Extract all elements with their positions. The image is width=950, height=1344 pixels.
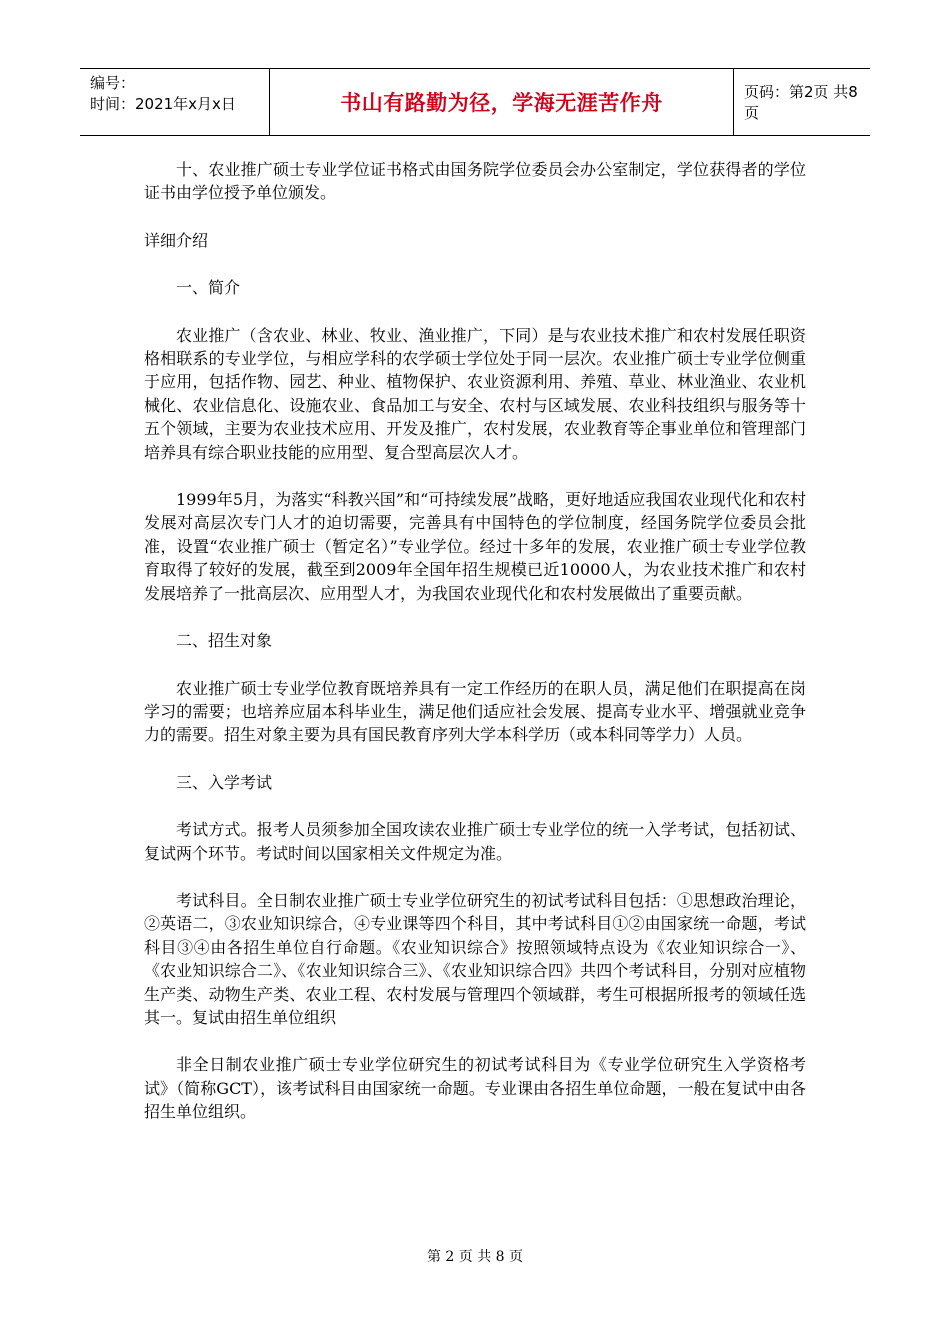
section-heading-admission: 二、招生对象 bbox=[176, 631, 273, 651]
page-footer: 第 2 页 共 8 页 bbox=[426, 1249, 524, 1265]
paragraph-part-time-exam: 非全日制农业推广硕士专业学位研究生的初试考试科目为《专业学位研究生入学资格考试》（简称GCT），该考试科目由国家统一命题。专业课由各招生单位命题，一般在复试中由各招生单位组织。 bbox=[144, 1055, 806, 1122]
section-heading-exam: 三、入学考试 bbox=[176, 772, 273, 792]
section-heading-intro: 一、简介 bbox=[176, 278, 241, 298]
paragraph-certificate: 十、农业推广硕士专业学位证书格式由国务院学位委员会办公室制定，学位获得者的学位证书由学位授予单位颁发。 bbox=[144, 160, 806, 203]
paragraph-exam-method: 考试方式。报考人员须参加全国攻读农业推广硕士专业学位的统一入学考试，包括初试、复试两个环节。考试时间以国家相关文件规定为准。 bbox=[144, 820, 806, 863]
document-number: 编号： bbox=[90, 74, 136, 92]
header-page-number: 页码：第2页 共8页 bbox=[744, 83, 858, 122]
paragraph-intro: 农业推广（含农业、林业、牧业、渔业推广，下同）是与农业技术推广和农村发展任职资格相联系的专业学位，与相应学科的农学硕士学位处于同一层次。农业推广硕士专业学位侧重于应用，包括作物、园艺、种业、植物保护、农业资源利用、养殖、草业、林业渔业、农业机械化、农业信息化、设施农业、食品加工与安全、农村与区域发展、农业科技组织与服务等十五个领域，主要为农业技术应用、开发及推广，农村发展，农业教育等企事业单位和管理部门培养具有综合职业技能的应用型、复合型高层次人才。 bbox=[144, 325, 806, 462]
page-header bbox=[80, 68, 870, 136]
section-title-detail: 详细介绍 bbox=[144, 230, 209, 250]
header-meta bbox=[80, 69, 270, 135]
header-motto: 书山有路勤为径，学海无涯苦作舟 bbox=[270, 69, 734, 135]
paragraph-exam-subjects: 考试科目。全日制农业推广硕士专业学位研究生的初试考试科目包括：①思想政治理论，②英语二，③农业知识综合，④专业课等四个科目，其中考试科目①②由国家统一命题，考试科目③④由各招生单位自行命题。《农业知识综合》按照领域特点设为《农业知识综合一》、《农业知识综合二》、《农业知识综合三》、《农业知识综合四》共四个考试科目，分别对应植物生产类、动物生产类、农业工程、农村发展与管理四个领域群，考生可根据所报考的领域任选其一。复试由招生单位组织 bbox=[144, 890, 806, 1027]
paragraph-history: 1999年5月，为落实“科教兴国”和“可持续发展”战略，更好地适应我国农业现代化和农村发展对高层次专门人才的迫切需要，完善具有中国特色的学位制度，经国务院学位委员会批准，设置“农业推广硕士（暂定名）”专业学位。经过十多年的发展，农业推广硕士专业学位教育取得了较好的发展，截至到2009年全国年招生规模已近10000人，为农业技术推广和农村发展培养了一批高层次、应用型人才，为我国农业现代化和农村发展做出了重要贡献。 bbox=[144, 490, 806, 603]
paragraph-admission: 农业推广硕士专业学位教育既培养具有一定工作经历的在职人员，满足他们在职提高在岗学习的需要；也培养应届本科毕业生，满足他们适应社会发展、提高专业水平、增强就业竞争力的需要。招生对象主要为具有国民教育序列大学本科学历（或本科同等学力）人员。 bbox=[144, 678, 806, 745]
document-body bbox=[144, 158, 806, 1148]
document-date: 时间：2021年x月x日 bbox=[90, 95, 236, 113]
